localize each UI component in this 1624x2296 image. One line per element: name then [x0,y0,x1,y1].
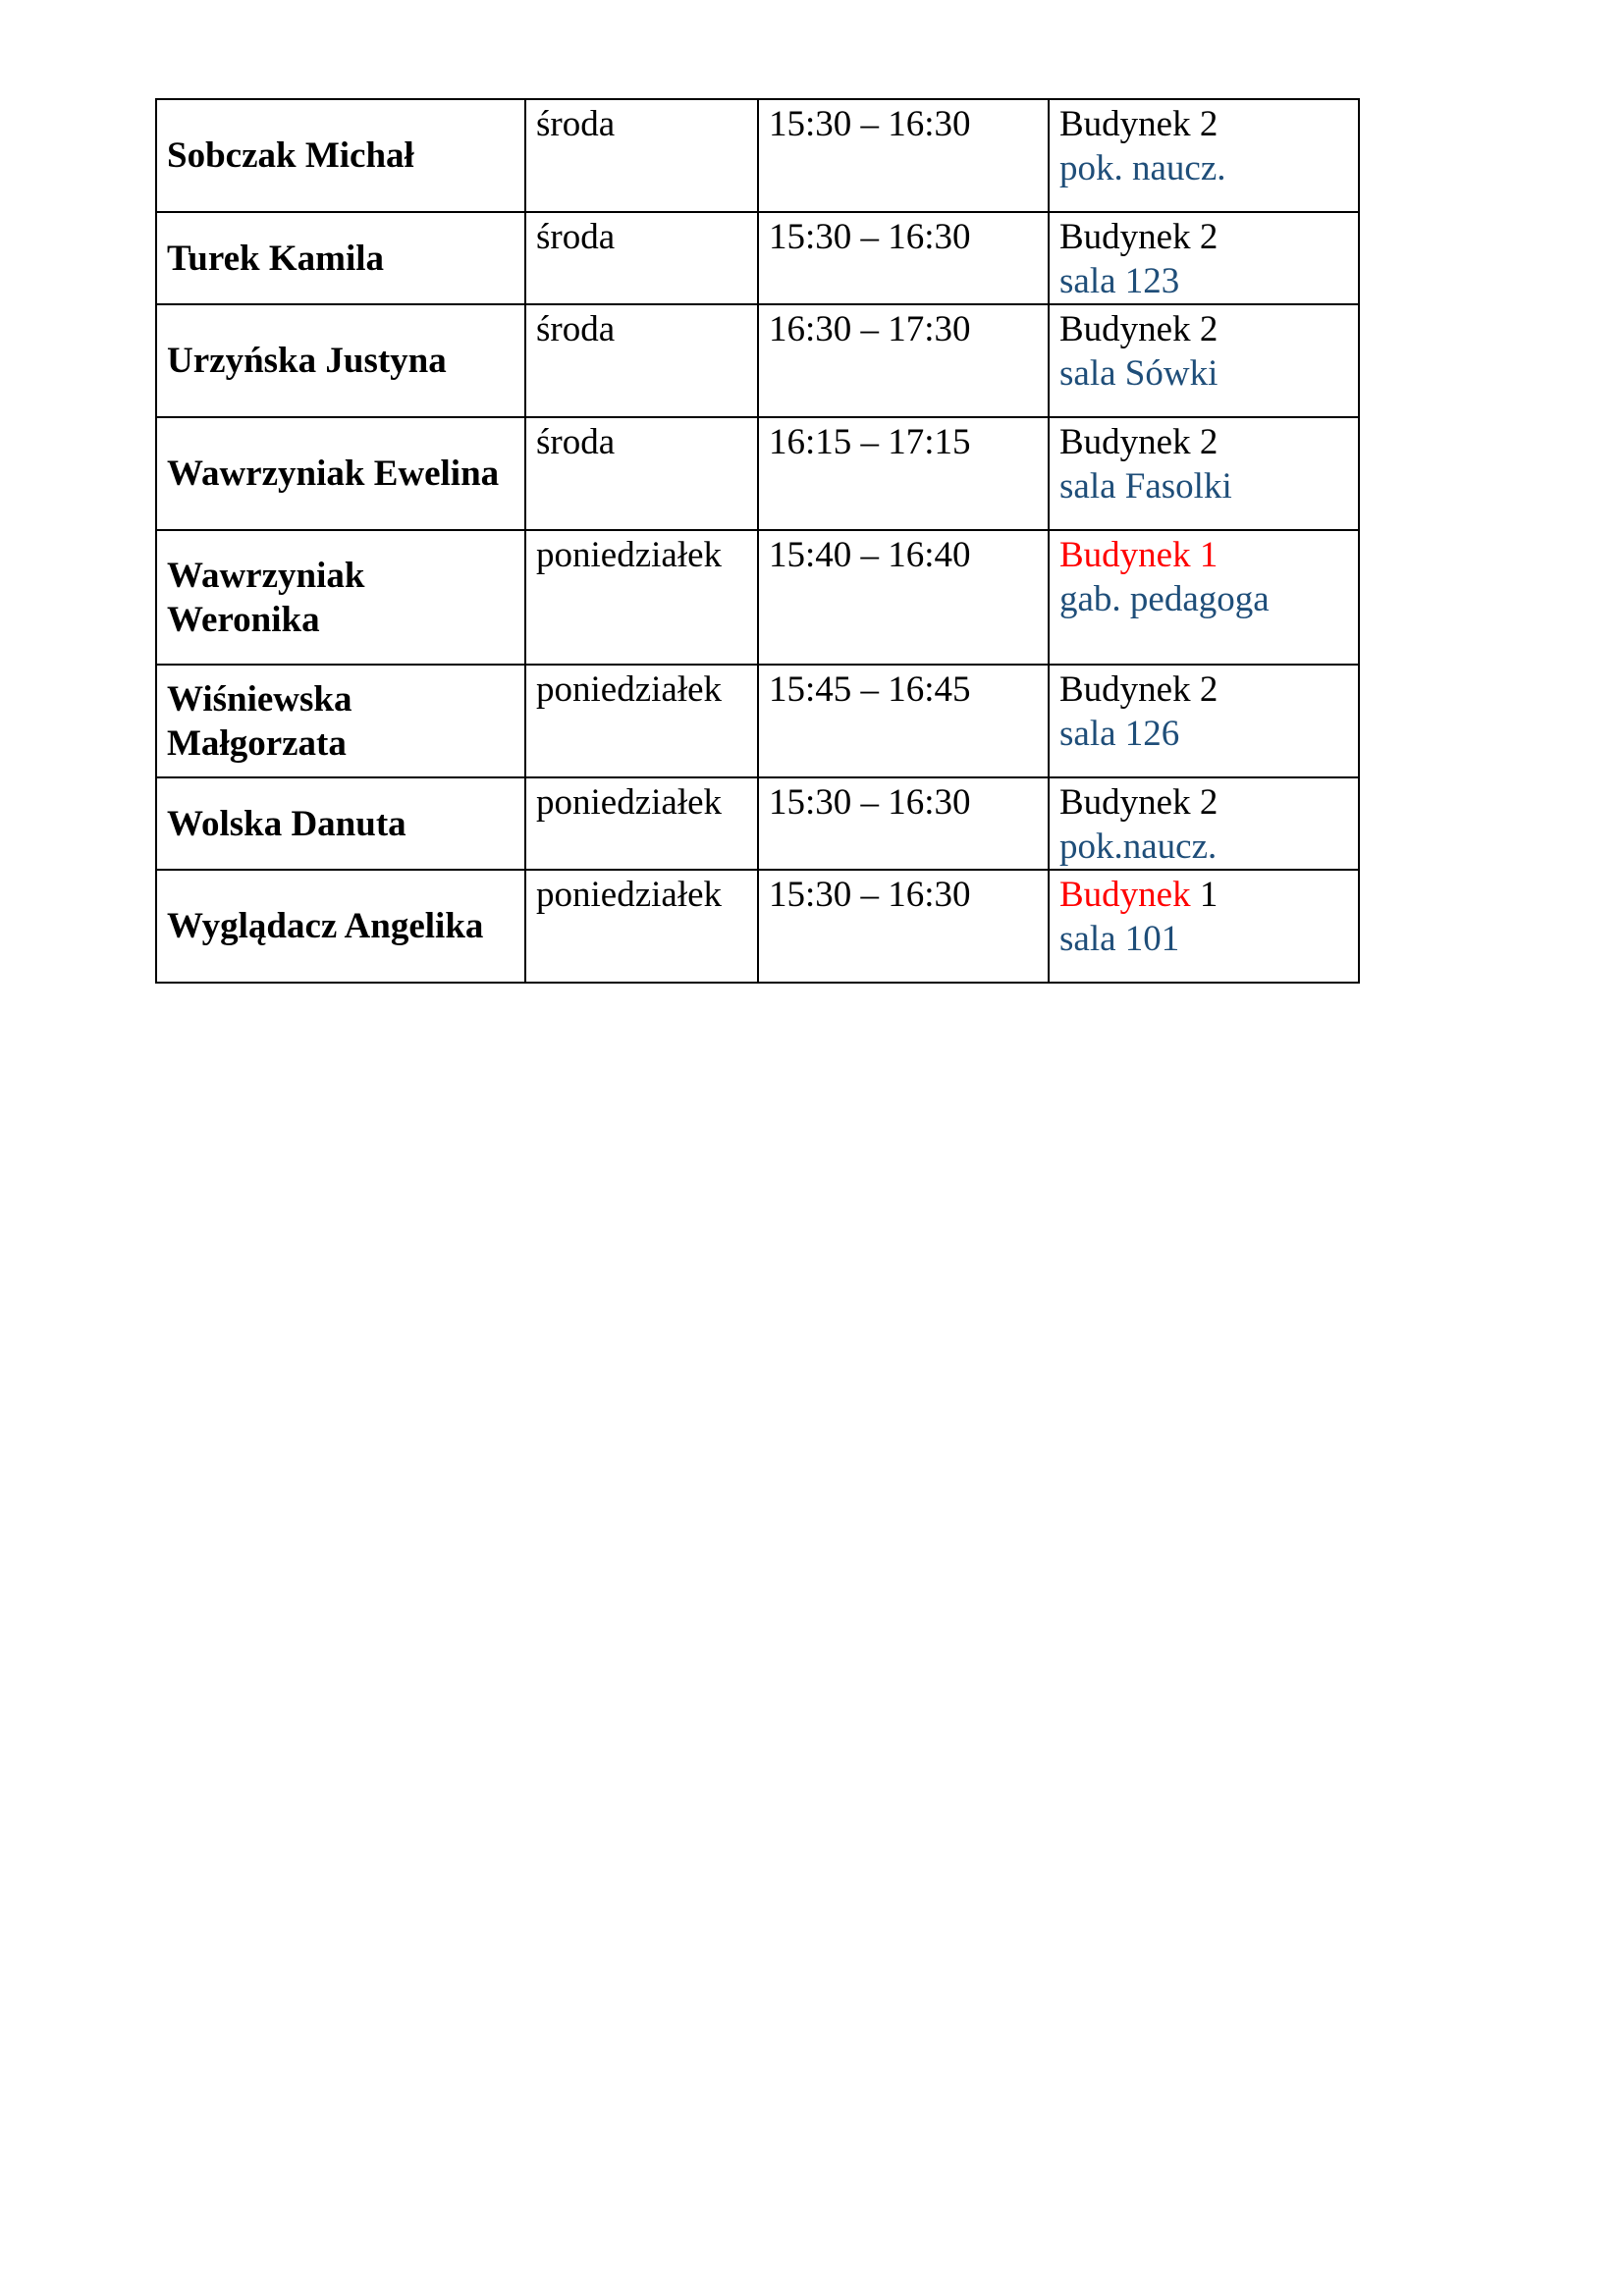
table-row [156,777,1359,870]
building: Budynek 2 [1059,669,1218,710]
room: sala Fasolki [1059,466,1232,507]
room: pok.naucz. [1059,827,1218,867]
weekday: poniedziałek [525,870,758,983]
teacher-name: Wyglądacz Angelika [156,870,525,983]
building: Budynek 2 [1059,309,1218,349]
table-row [156,99,1359,212]
time-range: 15:40 – 16:40 [758,530,1049,665]
room: gab. pedagoga [1059,579,1270,619]
building: Budynek 2 [1059,104,1218,144]
location [1049,665,1359,777]
location [1049,304,1359,417]
room: sala 126 [1059,714,1180,754]
time-range: 15:30 – 16:30 [758,212,1049,304]
weekday: poniedziałek [525,777,758,870]
building-number: 1 [1199,875,1218,915]
table-row [156,870,1359,983]
location [1049,777,1359,870]
location [1049,530,1359,665]
building: Budynek 1 [1059,535,1218,575]
teacher-name: Wawrzyniak Ewelina [156,417,525,530]
weekday: poniedziałek [525,665,758,777]
room: sala 101 [1059,919,1180,959]
building-word: Budynek [1059,875,1191,915]
teacher-name: Urzyńska Justyna [156,304,525,417]
table-row [156,530,1359,665]
location [1049,417,1359,530]
teacher-name: Wawrzyniak Weronika [156,530,525,665]
location [1049,870,1359,983]
room: sala 123 [1059,261,1180,301]
weekday: poniedziałek [525,530,758,665]
teacher-name: Turek Kamila [156,212,525,304]
room: sala Sówki [1059,353,1218,394]
teacher-name: Wolska Danuta [156,777,525,870]
teacher-name: Sobczak Michał [156,99,525,212]
table-row [156,212,1359,304]
weekday: środa [525,417,758,530]
room: pok. naucz. [1059,148,1226,188]
table-row [156,665,1359,777]
weekday: środa [525,212,758,304]
table-row [156,417,1359,530]
building [1059,873,1348,917]
time-range: 15:30 – 16:30 [758,99,1049,212]
building: Budynek 2 [1059,217,1218,257]
time-range: 15:30 – 16:30 [758,870,1049,983]
time-range: 16:30 – 17:30 [758,304,1049,417]
time-range: 16:15 – 17:15 [758,417,1049,530]
location [1049,99,1359,212]
teacher-name: Wiśniewska Małgorzata [156,665,525,777]
time-range: 15:30 – 16:30 [758,777,1049,870]
consultation-schedule-table [155,98,1360,984]
location [1049,212,1359,304]
weekday: środa [525,99,758,212]
time-range: 15:45 – 16:45 [758,665,1049,777]
building: Budynek 2 [1059,422,1218,462]
building: Budynek 2 [1059,782,1218,823]
table-row [156,304,1359,417]
weekday: środa [525,304,758,417]
